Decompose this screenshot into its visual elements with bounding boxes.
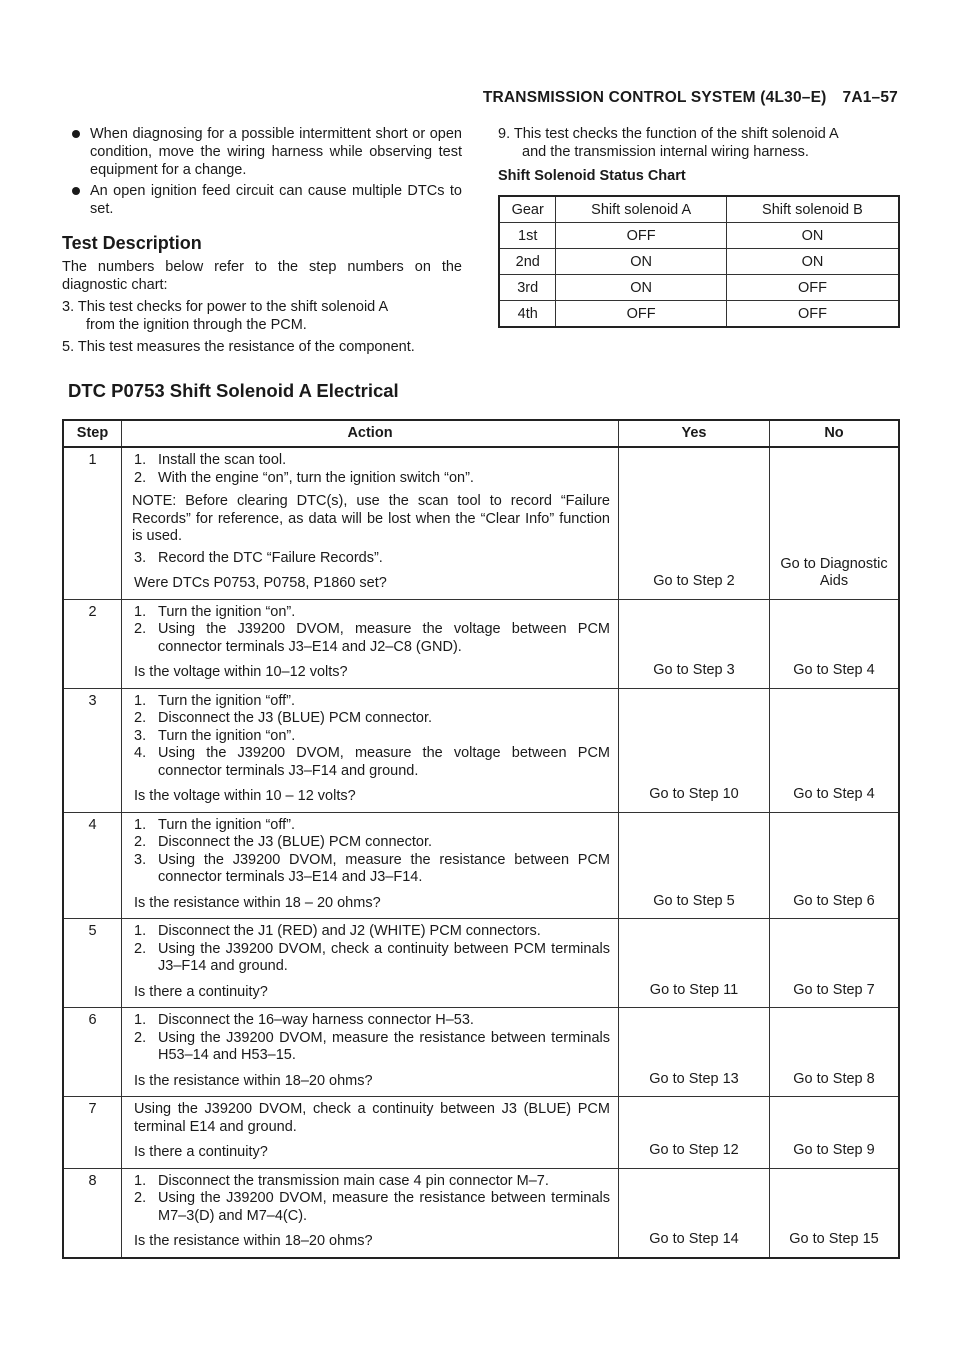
- no-result: Go to Step 4: [770, 599, 900, 688]
- action-cell: [122, 812, 619, 919]
- step-number: 1: [63, 447, 122, 599]
- action-substep: 1. Install the scan tool.: [134, 452, 287, 468]
- action-cell: [122, 1008, 619, 1097]
- dtc-title: DTC P0753 Shift Solenoid A Electrical: [68, 380, 399, 401]
- action-substep: 2. Using the J39200 DVOM, measure the voltage between PCM connector terminals J3–E14 and J2–C8 (GND).: [134, 621, 610, 655]
- action-substep: 1. Turn the ignition “off”.: [134, 816, 296, 833]
- action-substep: 2. Disconnect the J3 (BLUE) PCM connector.: [134, 710, 433, 726]
- description-item-cont: and the transmission internal wiring harness.: [522, 144, 809, 160]
- action-question: Is there a continuity?: [134, 1144, 268, 1160]
- action-text: Turn the ignition “on”.: [158, 727, 296, 744]
- action-text: Turn the ignition “on”.: [158, 603, 296, 620]
- right-column: [498, 125, 900, 328]
- action-substep: 1. Disconnect the J1 (RED) and J2 (WHITE) PCM connectors.: [134, 923, 541, 939]
- description-item-text: 5. This test measures the resistance of the component.: [62, 339, 415, 355]
- action-text: Using the J39200 DVOM, measure the resistance between PCM connector terminals J3–E14 and J3–F14.: [158, 851, 610, 885]
- action-question: Is the resistance within 18 – 20 ohms?: [134, 894, 381, 911]
- no-result: Go to Step 7: [770, 919, 900, 1008]
- status-chart-title: Shift Solenoid Status Chart: [498, 168, 686, 184]
- action-substep: 1. Disconnect the transmission main case 4 pin connector M–7.: [134, 1172, 549, 1189]
- action-text: Disconnect the J3 (BLUE) PCM connector.: [158, 834, 433, 850]
- action-text: Disconnect the J1 (RED) and J2 (WHITE) PCM connectors.: [158, 923, 541, 939]
- diagnostic-table: [62, 419, 900, 1259]
- table-cell: OFF: [556, 301, 726, 328]
- no-result: Go to Step 6: [770, 812, 900, 919]
- action-substep: 2. Disconnect the J3 (BLUE) PCM connector.: [134, 834, 433, 850]
- step-number: 8: [63, 1168, 122, 1258]
- column-header-yes: Yes: [619, 420, 770, 447]
- table-row: [63, 599, 899, 688]
- action-cell: [122, 1168, 619, 1258]
- action-question: Is the voltage within 10–12 volts?: [134, 664, 348, 680]
- action-text: Record the DTC “Failure Records”.: [158, 549, 383, 566]
- left-column: [62, 125, 462, 360]
- description-item-cont: from the ignition through the PCM.: [86, 317, 307, 333]
- intro-paragraph: The numbers below refer to the step numbers on the diagnostic chart:: [62, 259, 462, 293]
- no-result: Go to Step 8: [770, 1008, 900, 1097]
- action-question: Is the resistance within 18–20 ohms?: [134, 1233, 373, 1249]
- table-row: [499, 249, 899, 275]
- table-row: [499, 223, 899, 249]
- action-cell: [122, 919, 619, 1008]
- action-text: Install the scan tool.: [158, 452, 287, 468]
- no-result: Go to Step 15: [770, 1168, 900, 1258]
- action-text: Disconnect the J3 (BLUE) PCM connector.: [158, 710, 433, 726]
- table-row: [63, 919, 899, 1008]
- action-substep: 1. Disconnect the 16–way harness connector H–53.: [134, 1012, 474, 1028]
- action-substep: 3. Record the DTC “Failure Records”.: [134, 549, 383, 566]
- step-number: 7: [63, 1097, 122, 1169]
- action-text: Disconnect the 16–way harness connector H–53.: [158, 1012, 474, 1028]
- table-cell: ON: [726, 249, 899, 275]
- table-row: [63, 447, 899, 599]
- action-text: Using the J39200 DVOM, measure the resistance between terminals M7–3(D) and M7–4(C).: [158, 1190, 610, 1224]
- step-number: 3: [63, 688, 122, 812]
- action-question: Is the resistance within 18–20 ohms?: [134, 1072, 373, 1089]
- table-cell: OFF: [556, 223, 726, 249]
- table-cell: ON: [556, 275, 726, 301]
- action-cell: [122, 599, 619, 688]
- yes-result: Go to Step 10: [619, 688, 770, 812]
- action-substep: 3. Using the J39200 DVOM, measure the resistance between PCM connector terminals J3–E14 and J3–F14.: [134, 851, 610, 885]
- column-header-step: Step: [63, 420, 122, 447]
- table-cell: OFF: [726, 301, 899, 328]
- bullet-icon: [72, 130, 80, 138]
- table-cell: ON: [726, 223, 899, 249]
- table-row: [63, 1168, 899, 1258]
- action-text: Turn the ignition “off”.: [158, 692, 296, 709]
- step-number: 4: [63, 812, 122, 919]
- action-cell: [122, 447, 619, 599]
- table-cell: OFF: [726, 275, 899, 301]
- column-header-no: No: [770, 420, 900, 447]
- description-item: [62, 298, 462, 334]
- table-row: [63, 1097, 899, 1169]
- action-substep: 2. Using the J39200 DVOM, measure the resistance between terminals H53–14 and H53–15.: [134, 1029, 610, 1063]
- step-number: 2: [63, 599, 122, 688]
- action-substep: 3. Turn the ignition “on”.: [134, 727, 296, 744]
- description-item: [498, 125, 900, 161]
- yes-result: Go to Step 2: [619, 447, 770, 599]
- yes-result: Go to Step 11: [619, 919, 770, 1008]
- table-cell: 1st: [499, 223, 556, 249]
- action-text: Using the J39200 DVOM, check a continuity between J3 (BLUE) PCM terminal E14 and ground.: [134, 1101, 610, 1135]
- action-text: Using the J39200 DVOM, measure the voltage between PCM connector terminals J3–E14 and J2–C8 (GND).: [158, 621, 610, 655]
- table-row: [499, 301, 899, 328]
- action-substep: 1. Turn the ignition “off”.: [134, 692, 296, 709]
- table-cell: 4th: [499, 301, 556, 328]
- step-number: 6: [63, 1008, 122, 1097]
- bullet-text: An open ignition feed circuit can cause multiple DTCs to set.: [90, 183, 462, 217]
- action-text: Turn the ignition “off”.: [158, 816, 296, 833]
- bullet-icon: [72, 187, 80, 195]
- column-header: Gear: [499, 196, 556, 223]
- no-result: Go to Step 4: [770, 688, 900, 812]
- action-question: Is the voltage within 10 – 12 volts?: [134, 788, 356, 804]
- yes-result: Go to Step 3: [619, 599, 770, 688]
- action-text: With the engine “on”, turn the ignition switch “on”.: [158, 469, 474, 486]
- action-text: Using the J39200 DVOM, check a continuity between PCM terminals J3–F14 and ground.: [158, 940, 610, 974]
- section-title: Test Description: [62, 233, 202, 253]
- bullet-item: [62, 182, 462, 218]
- no-result: Go to Step 9: [770, 1097, 900, 1169]
- step-number: 5: [63, 919, 122, 1008]
- status-table-header: [499, 196, 899, 223]
- table-row: [63, 812, 899, 919]
- action-cell: [122, 688, 619, 812]
- action-question: Is there a continuity?: [134, 983, 268, 1000]
- header-title: TRANSMISSION CONTROL SYSTEM (4L30–E): [482, 89, 827, 106]
- action-text: Using the J39200 DVOM, measure the resistance between terminals H53–14 and H53–15.: [158, 1029, 610, 1063]
- action-substep: 1. Turn the ignition “on”.: [134, 603, 296, 620]
- bullet-item: [62, 125, 462, 179]
- page-number: 7A1–57: [842, 89, 898, 106]
- action-note: NOTE: Before clearing DTC(s), use the scan tool to record “Failure Records” for reference, as data will be lost when the “Clear Info” function is used.: [132, 493, 610, 544]
- action-text: Using the J39200 DVOM, measure the voltage between PCM connector terminals J3–F14 and ground.: [158, 745, 610, 779]
- action-question: Were DTCs P0753, P0758, P1860 set?: [134, 575, 387, 591]
- description-item-text: 3. This test checks for power to the shift solenoid A: [62, 299, 389, 315]
- column-header-action: Action: [122, 420, 619, 447]
- table-cell: 2nd: [499, 249, 556, 275]
- table-cell: 3rd: [499, 275, 556, 301]
- yes-result: Go to Step 13: [619, 1008, 770, 1097]
- action-text: Disconnect the transmission main case 4 pin connector M–7.: [158, 1172, 549, 1189]
- action-cell: [122, 1097, 619, 1169]
- action-substep: 2. Using the J39200 DVOM, measure the resistance between terminals M7–3(D) and M7–4(C).: [134, 1190, 610, 1224]
- table-cell: ON: [556, 249, 726, 275]
- yes-result: Go to Step 14: [619, 1168, 770, 1258]
- table-row: [63, 688, 899, 812]
- description-item: [62, 338, 462, 356]
- table-row: [499, 275, 899, 301]
- table-row: [63, 1008, 899, 1097]
- action-substep: 4. Using the J39200 DVOM, measure the voltage between PCM connector terminals J3–F14 and ground.: [134, 745, 610, 779]
- column-header: Shift solenoid A: [556, 196, 726, 223]
- yes-result: Go to Step 5: [619, 812, 770, 919]
- page-header: [483, 89, 898, 107]
- bullet-text: When diagnosing for a possible intermittent short or open condition, move the wiring harness while observing test equipment for a change.: [90, 126, 462, 178]
- table-header-row: [63, 420, 899, 447]
- action-substep: 2. Using the J39200 DVOM, check a continuity between PCM terminals J3–F14 and ground.: [134, 940, 610, 974]
- column-header: Shift solenoid B: [726, 196, 899, 223]
- no-result: Go to Diagnostic Aids: [770, 447, 900, 599]
- yes-result: Go to Step 12: [619, 1097, 770, 1169]
- action-substep: 2. With the engine “on”, turn the ignition switch “on”.: [134, 469, 474, 486]
- shift-solenoid-status-table: [498, 195, 900, 328]
- description-item-text: 9. This test checks the function of the shift solenoid A: [498, 126, 839, 142]
